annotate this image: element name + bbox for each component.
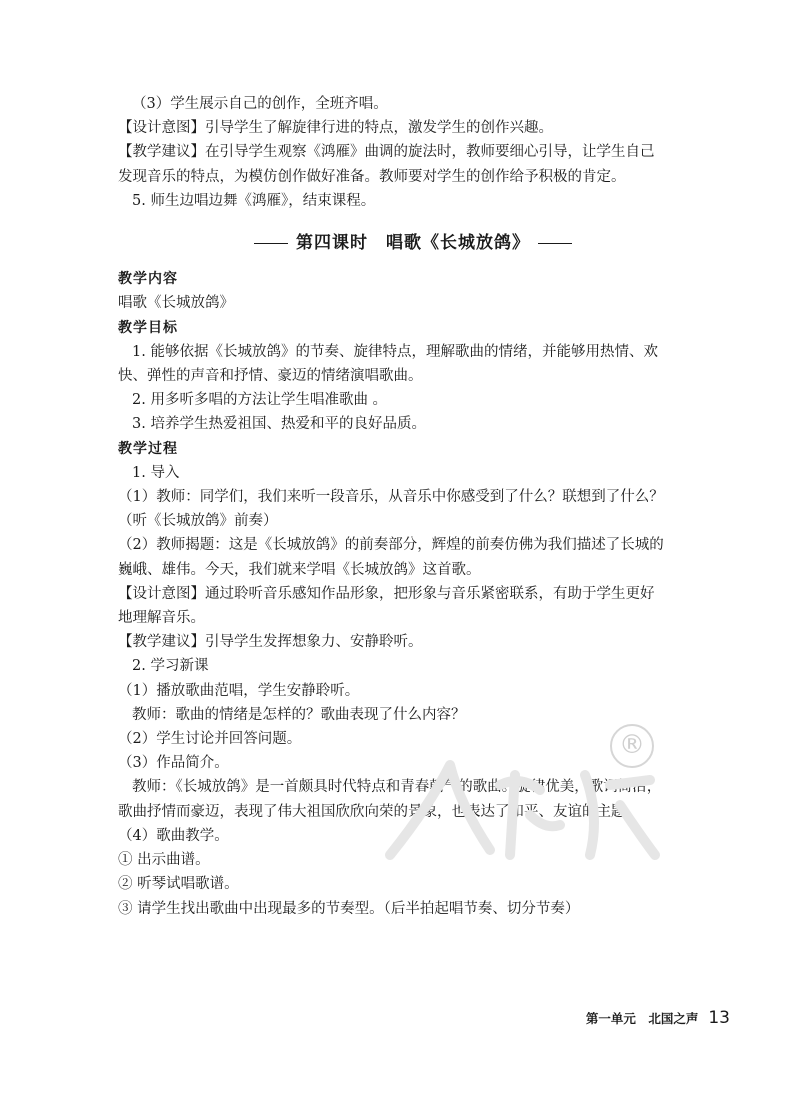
text-line: 巍峨、雄伟。今天，我们就来学唱《长城放鸽》这首歌。 [118, 561, 481, 578]
text-line: 唱歌《长城放鸽》 [118, 295, 234, 312]
text-line: ② 听琴试唱歌谱。 [118, 876, 239, 893]
text-line: 【教学建议】引导学生发挥想象力、安静聆听。 [118, 634, 423, 651]
text-line: 【设计意图】通过聆听音乐感知作品形象，把形象与音乐紧密联系，有助于学生更好 [118, 585, 655, 602]
text-line: （2）学生讨论并回答问题。 [118, 731, 302, 748]
title-dash-left [254, 243, 288, 244]
lesson-title-text: 第四课时 唱歌《长城放鸽》 [296, 233, 530, 254]
text-line: 【设计意图】引导学生了解旋律行进的特点，激发学生的创作兴趣。 [118, 120, 553, 137]
text-line: 教师：《长城放鸽》是一首颇具时代特点和青春朝气的歌曲。旋律优美，歌词简洁， [132, 779, 662, 796]
text-line: 2. 学习新课 [132, 658, 209, 675]
text-line: （听《长城放鸽》前奏） [118, 513, 278, 530]
text-line: 1. 导入 [132, 464, 180, 481]
section-heading-goals: 教学目标 [118, 319, 178, 336]
text-line: 2. 用多听多唱的方法让学生唱准歌曲 。 [132, 392, 388, 409]
footer-unit: 第一单元 北国之声 [585, 1011, 699, 1026]
title-dash-right [538, 243, 572, 244]
text-line: （3）学生展示自己的创作，全班齐唱。 [132, 96, 388, 112]
text-line: 3. 培养学生热爱祖国、热爱和平的良好品质。 [132, 416, 426, 433]
lesson-title [118, 231, 708, 255]
text-line: ① 出示曲谱。 [118, 852, 210, 869]
text-line: （2）教师揭题：这是《长城放鸽》的前奏部分，辉煌的前奏仿佛为我们描述了长城的 [118, 537, 664, 554]
text-line: 发现音乐的特点，为模仿创作做好准备。教师要对学生的创作给予积极的肯定。 [118, 168, 626, 185]
text-line: ③ 请学生找出歌曲中出现最多的节奏型。（后半拍起唱节奏、切分节奏） [118, 900, 580, 917]
page-number: 13 [708, 1008, 730, 1028]
page-content [118, 92, 708, 921]
text-line: （1）教师：同学们，我们来听一段音乐，从音乐中你感受到了什么？联想到了什么？ [118, 489, 664, 506]
text-line: 歌曲抒情而豪迈，表现了伟大祖国欣欣向荣的景象，也表达了和平、友谊的主题。 [118, 803, 640, 820]
text-line: 【教学建议】在引导学生观察《鸿雁》曲调的旋法时，教师要细心引导，让学生自己 [118, 144, 655, 161]
text-line: 1. 能够依据《长城放鸽》的节奏、旋律特点，理解歌曲的情绪，并能够用热情、欢 [132, 343, 658, 360]
registered-mark: ® [610, 724, 654, 768]
text-line: 地理解音乐。 [118, 610, 205, 627]
text-line: （4）歌曲教学。 [118, 827, 229, 844]
text-line: 5. 师生边唱边舞《鸿雁》，结束课程。 [132, 192, 376, 209]
section-heading-process: 教学过程 [118, 440, 178, 457]
text-line: （1）播放歌曲范唱，学生安静聆听。 [118, 682, 360, 699]
page-footer [530, 1008, 730, 1028]
text-line: 教师：歌曲的情绪是怎样的？歌曲表现了什么内容？ [132, 706, 466, 723]
section-heading-content: 教学内容 [118, 271, 178, 288]
text-line: 快、弹性的声音和抒情、豪迈的情绪演唱歌曲。 [118, 368, 423, 385]
text-line: （3）作品简介。 [118, 755, 229, 772]
